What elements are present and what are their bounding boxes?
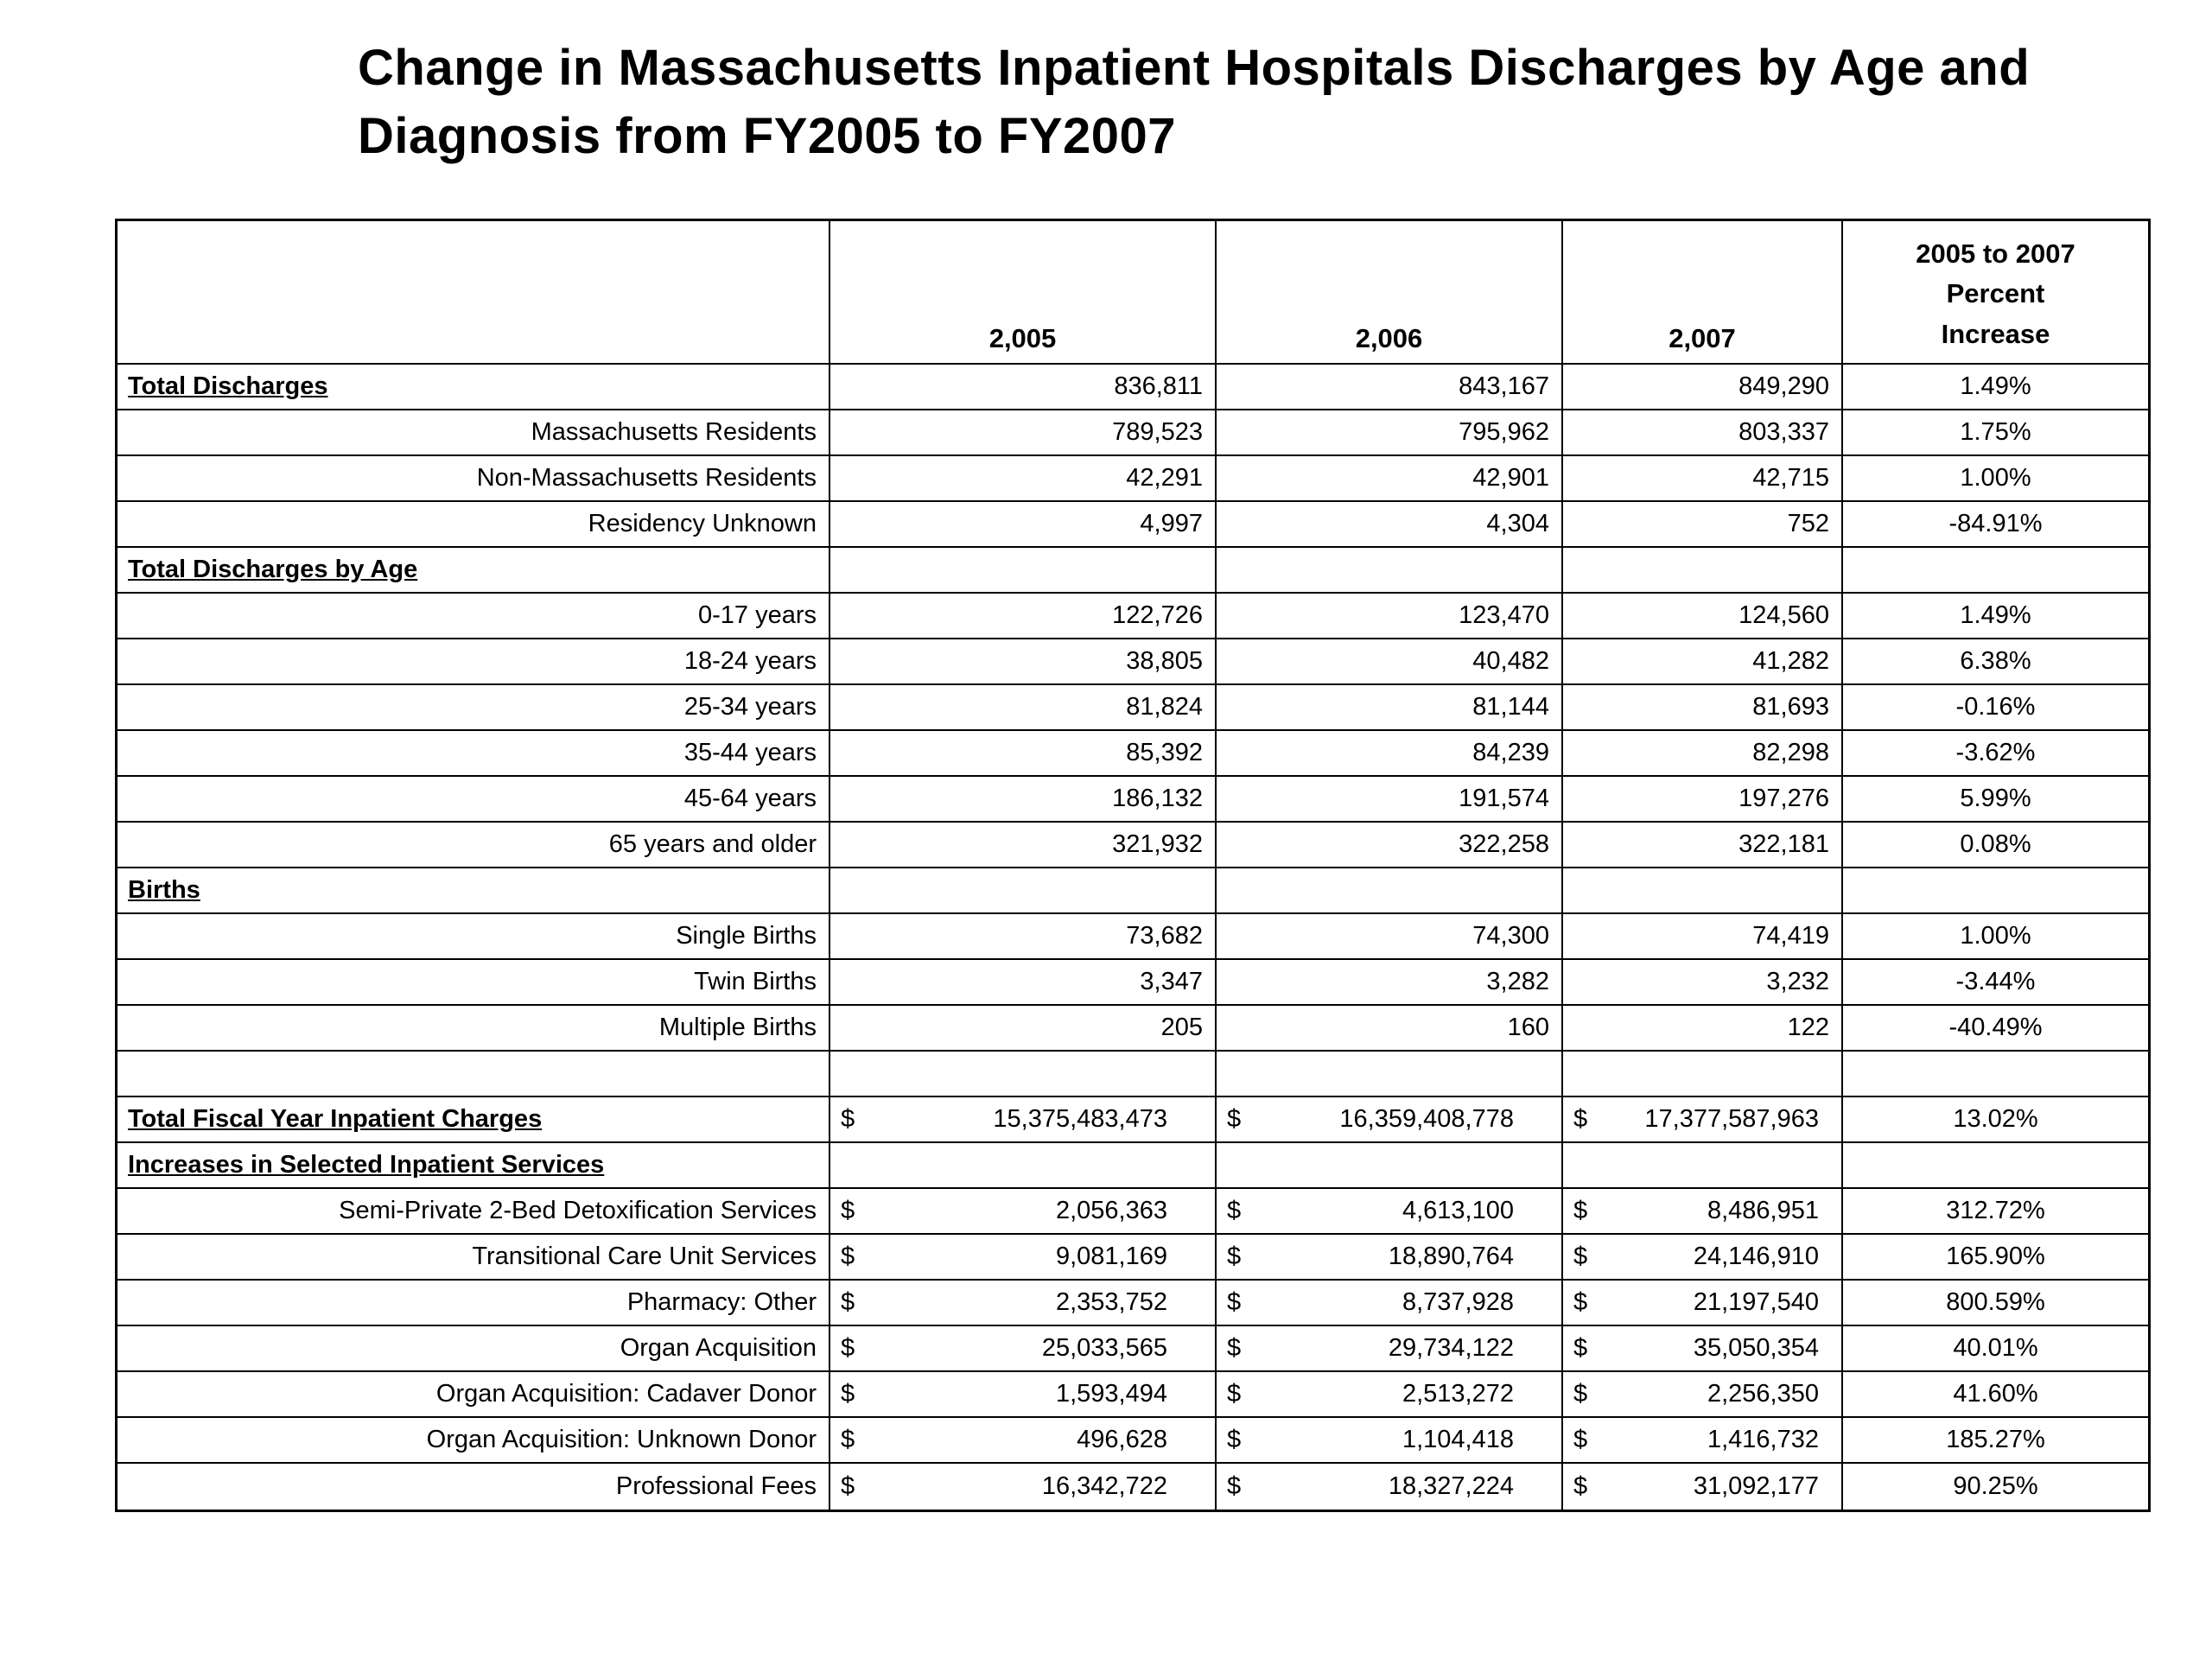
row-label: 45-64 years [683, 785, 817, 812]
row-label: Semi-Private 2-Bed Detoxification Services [339, 1197, 817, 1224]
row-label-cell [118, 1281, 830, 1326]
dollar-sign: $ [1573, 1197, 1588, 1224]
cell-percent: -40.49% [1843, 1006, 2148, 1052]
cell-value: 16,342,722 [1041, 1472, 1167, 1500]
cell-v2005 [830, 1281, 1217, 1326]
row-label-cell [118, 1189, 830, 1235]
cell-v2006 [1217, 548, 1563, 594]
row-label: Non-Massachusetts Residents [476, 464, 817, 492]
row-label-cell [118, 731, 830, 777]
cell-percent [1843, 868, 2148, 914]
cell-v2006: 40,482 [1217, 639, 1563, 685]
cell-v2005 [830, 1464, 1217, 1510]
table-row [118, 1235, 2148, 1281]
row-label-cell [118, 914, 830, 960]
cell-v2007 [1563, 1418, 1843, 1464]
cell-v2005 [830, 1052, 1217, 1097]
header-percent-line-2: Percent [1946, 278, 2045, 308]
row-label-cell [118, 777, 830, 823]
cell-v2006 [1217, 868, 1563, 914]
cell-value: 8,737,928 [1402, 1288, 1514, 1316]
dollar-sign: $ [1227, 1243, 1242, 1270]
row-label-cell [118, 410, 830, 456]
row-label: Single Births [676, 922, 817, 950]
cell-value: 2,056,363 [1055, 1197, 1167, 1224]
dollar-sign: $ [1227, 1380, 1242, 1408]
table-row [118, 960, 2148, 1006]
cell-v2007: 124,560 [1563, 594, 1843, 639]
cell-v2006 [1217, 1235, 1563, 1281]
cell-v2005 [830, 1097, 1217, 1143]
row-label: Organ Acquisition: Cadaver Donor [435, 1380, 817, 1408]
row-label-cell [118, 365, 830, 410]
row-label-cell [118, 868, 830, 914]
cell-percent: 40.01% [1843, 1326, 2148, 1372]
row-label-cell [118, 685, 830, 731]
cell-value: 17,377,587,963 [1644, 1105, 1819, 1133]
cell-percent: 13.02% [1843, 1097, 2148, 1143]
row-label-cell [118, 1326, 830, 1372]
table-row [118, 1326, 2148, 1372]
cell-v2005: 186,132 [830, 777, 1217, 823]
cell-v2006 [1217, 1097, 1563, 1143]
cell-v2005 [830, 548, 1217, 594]
cell-v2007 [1563, 868, 1843, 914]
cell-v2006 [1217, 1189, 1563, 1235]
cell-v2007 [1563, 1326, 1843, 1372]
cell-v2005 [830, 1372, 1217, 1418]
row-label: Massachusetts Residents [531, 418, 817, 446]
table-row [118, 1281, 2148, 1326]
table-row [118, 1052, 2148, 1097]
cell-percent: 1.49% [1843, 365, 2148, 410]
row-label: Residency Unknown [588, 510, 817, 537]
cell-v2005 [830, 1235, 1217, 1281]
cell-value: 496,628 [1077, 1426, 1167, 1453]
cell-v2007 [1563, 1097, 1843, 1143]
table-row [118, 548, 2148, 594]
row-label-cell [118, 1143, 830, 1189]
row-label: Total Discharges by Age [128, 556, 418, 583]
cell-v2006 [1217, 1464, 1563, 1510]
cell-v2007: 81,693 [1563, 685, 1843, 731]
cell-v2006 [1217, 1372, 1563, 1418]
cell-v2007: 82,298 [1563, 731, 1843, 777]
cell-percent: 800.59% [1843, 1281, 2148, 1326]
table-row [118, 365, 2148, 410]
dollar-sign: $ [1573, 1426, 1588, 1453]
cell-value: 1,593,494 [1055, 1380, 1167, 1408]
dollar-sign: $ [1227, 1197, 1242, 1224]
table-row [118, 1372, 2148, 1418]
cell-v2005 [830, 1143, 1217, 1189]
cell-v2007: 74,419 [1563, 914, 1843, 960]
cell-v2006 [1217, 1143, 1563, 1189]
cell-v2007: 322,181 [1563, 823, 1843, 868]
cell-v2006: 160 [1217, 1006, 1563, 1052]
cell-percent: -3.44% [1843, 960, 2148, 1006]
cell-value: 24,146,910 [1693, 1243, 1819, 1270]
row-label: Multiple Births [658, 1014, 817, 1041]
dollar-sign: $ [1227, 1105, 1242, 1133]
cell-v2007: 122 [1563, 1006, 1843, 1052]
cell-percent: -3.62% [1843, 731, 2148, 777]
table-row [118, 868, 2148, 914]
cell-percent: 1.75% [1843, 410, 2148, 456]
cell-percent: 41.60% [1843, 1372, 2148, 1418]
cell-v2007: 3,232 [1563, 960, 1843, 1006]
cell-v2007: 41,282 [1563, 639, 1843, 685]
cell-v2006: 3,282 [1217, 960, 1563, 1006]
cell-v2006 [1217, 1326, 1563, 1372]
cell-v2005: 3,347 [830, 960, 1217, 1006]
cell-v2007 [1563, 1235, 1843, 1281]
cell-v2005: 4,997 [830, 502, 1217, 548]
row-label-cell [118, 594, 830, 639]
cell-value: 1,104,418 [1402, 1426, 1514, 1453]
table-body [118, 365, 2148, 1510]
dollar-sign: $ [841, 1426, 855, 1453]
row-label-cell [118, 456, 830, 502]
cell-value: 2,353,752 [1055, 1288, 1167, 1316]
table-row [118, 502, 2148, 548]
cell-v2006: 191,574 [1217, 777, 1563, 823]
row-label: 0-17 years [697, 601, 817, 629]
row-label: 25-34 years [683, 693, 817, 721]
header-year-2005: 2,005 [830, 221, 1217, 365]
cell-value: 16,359,408,778 [1339, 1105, 1514, 1133]
cell-v2007: 752 [1563, 502, 1843, 548]
cell-percent [1843, 1052, 2148, 1097]
cell-v2005: 73,682 [830, 914, 1217, 960]
table-row [118, 1143, 2148, 1189]
cell-v2005: 789,523 [830, 410, 1217, 456]
dollar-sign: $ [841, 1197, 855, 1224]
cell-v2006: 81,144 [1217, 685, 1563, 731]
cell-v2007 [1563, 548, 1843, 594]
cell-v2005: 85,392 [830, 731, 1217, 777]
dollar-sign: $ [1573, 1472, 1588, 1500]
row-label-cell [118, 1372, 830, 1418]
row-label-cell [118, 548, 830, 594]
cell-v2006: 74,300 [1217, 914, 1563, 960]
row-label: Pharmacy: Other [626, 1288, 817, 1316]
dollar-sign: $ [841, 1288, 855, 1316]
row-label: Births [128, 876, 200, 904]
row-label-cell [118, 823, 830, 868]
table-row [118, 410, 2148, 456]
row-label: Twin Births [694, 968, 817, 995]
cell-percent: 312.72% [1843, 1189, 2148, 1235]
cell-v2006 [1217, 1418, 1563, 1464]
cell-v2005: 81,824 [830, 685, 1217, 731]
cell-value: 1,416,732 [1707, 1426, 1819, 1453]
row-label: Increases in Selected Inpatient Services [128, 1151, 605, 1179]
cell-v2006: 42,901 [1217, 456, 1563, 502]
table-row [118, 777, 2148, 823]
page-title-line-2: Diagnosis from FY2005 to FY2007 [358, 107, 1177, 164]
row-label-cell [118, 1052, 830, 1097]
cell-value: 29,734,122 [1388, 1334, 1514, 1362]
table-row [118, 1464, 2148, 1510]
cell-v2007: 849,290 [1563, 365, 1843, 410]
cell-percent: 185.27% [1843, 1418, 2148, 1464]
row-label-cell [118, 1097, 830, 1143]
cell-v2007 [1563, 1143, 1843, 1189]
table-row [118, 1418, 2148, 1464]
cell-percent: -84.91% [1843, 502, 2148, 548]
dollar-sign: $ [841, 1243, 855, 1270]
row-label: Total Fiscal Year Inpatient Charges [128, 1105, 543, 1133]
table-row [118, 456, 2148, 502]
cell-value: 15,375,483,473 [993, 1105, 1167, 1133]
cell-percent: 1.49% [1843, 594, 2148, 639]
cell-value: 4,613,100 [1402, 1197, 1514, 1224]
cell-v2006: 123,470 [1217, 594, 1563, 639]
row-label-cell [118, 502, 830, 548]
dollar-sign: $ [841, 1105, 855, 1133]
cell-value: 9,081,169 [1055, 1243, 1167, 1270]
cell-v2005: 38,805 [830, 639, 1217, 685]
dollar-sign: $ [1573, 1334, 1588, 1362]
cell-v2005 [830, 868, 1217, 914]
cell-v2006: 843,167 [1217, 365, 1563, 410]
row-label-cell [118, 639, 830, 685]
dollar-sign: $ [1573, 1380, 1588, 1408]
table-row [118, 1006, 2148, 1052]
cell-v2005 [830, 1326, 1217, 1372]
header-label-cell [118, 221, 830, 365]
row-label-cell [118, 1235, 830, 1281]
row-label-cell [118, 960, 830, 1006]
cell-percent: 0.08% [1843, 823, 2148, 868]
header-year-2007: 2,007 [1563, 221, 1843, 365]
cell-v2007 [1563, 1372, 1843, 1418]
table-row [118, 594, 2148, 639]
row-label-cell [118, 1006, 830, 1052]
table-row [118, 1189, 2148, 1235]
cell-value: 8,486,951 [1707, 1197, 1819, 1224]
header-percent-line-1: 2005 to 2007 [1916, 238, 2075, 269]
cell-v2006 [1217, 1052, 1563, 1097]
table-header-row [118, 221, 2148, 365]
cell-v2007 [1563, 1052, 1843, 1097]
row-label: Organ Acquisition [620, 1334, 817, 1362]
dollar-sign: $ [1573, 1288, 1588, 1316]
dollar-sign: $ [1227, 1334, 1242, 1362]
cell-value: 21,197,540 [1693, 1288, 1819, 1316]
cell-v2006: 4,304 [1217, 502, 1563, 548]
cell-v2007: 42,715 [1563, 456, 1843, 502]
header-percent-increase [1843, 221, 2148, 365]
cell-v2005: 122,726 [830, 594, 1217, 639]
cell-v2006: 322,258 [1217, 823, 1563, 868]
page-title-line-1: Change in Massachusetts Inpatient Hospitals Discharges by Age and [358, 40, 2031, 96]
cell-v2006: 84,239 [1217, 731, 1563, 777]
cell-percent: 165.90% [1843, 1235, 2148, 1281]
cell-v2006 [1217, 1281, 1563, 1326]
cell-percent: 1.00% [1843, 456, 2148, 502]
row-label-cell [118, 1464, 830, 1510]
dollar-sign: $ [1227, 1472, 1242, 1500]
row-label: 35-44 years [683, 739, 817, 766]
cell-v2007 [1563, 1189, 1843, 1235]
cell-v2007 [1563, 1464, 1843, 1510]
cell-value: 18,890,764 [1388, 1243, 1514, 1270]
dollar-sign: $ [1573, 1105, 1588, 1133]
row-label: Organ Acquisition: Unknown Donor [426, 1426, 817, 1453]
cell-v2005: 42,291 [830, 456, 1217, 502]
cell-v2006: 795,962 [1217, 410, 1563, 456]
row-label: Transitional Care Unit Services [472, 1243, 817, 1270]
table-row [118, 823, 2148, 868]
cell-v2007 [1563, 1281, 1843, 1326]
header-year-2006: 2,006 [1217, 221, 1563, 365]
cell-v2007: 197,276 [1563, 777, 1843, 823]
cell-v2005: 321,932 [830, 823, 1217, 868]
dollar-sign: $ [841, 1380, 855, 1408]
table-row [118, 731, 2148, 777]
cell-v2005 [830, 1418, 1217, 1464]
cell-value: 2,256,350 [1707, 1380, 1819, 1408]
table-row [118, 685, 2148, 731]
cell-v2005: 205 [830, 1006, 1217, 1052]
row-label: 18-24 years [683, 647, 817, 675]
data-table [115, 219, 2151, 1512]
cell-percent: 6.38% [1843, 639, 2148, 685]
cell-value: 2,513,272 [1402, 1380, 1514, 1408]
table-row [118, 914, 2148, 960]
cell-value: 31,092,177 [1693, 1472, 1819, 1500]
cell-percent: 1.00% [1843, 914, 2148, 960]
header-percent-line-3: Increase [1941, 318, 2050, 349]
cell-value: 25,033,565 [1041, 1334, 1167, 1362]
cell-v2007: 803,337 [1563, 410, 1843, 456]
table-row [118, 1097, 2148, 1143]
dollar-sign: $ [1573, 1243, 1588, 1270]
cell-percent: 90.25% [1953, 1472, 2038, 1500]
cell-percent [1843, 1143, 2148, 1189]
dollar-sign: $ [841, 1472, 855, 1500]
cell-percent: -0.16% [1843, 685, 2148, 731]
row-label: 65 years and older [608, 830, 817, 858]
dollar-sign: $ [1227, 1288, 1242, 1316]
cell-v2005: 836,811 [830, 365, 1217, 410]
cell-value: 18,327,224 [1388, 1472, 1514, 1500]
row-label: Total Discharges [128, 372, 328, 400]
cell-percent: 5.99% [1843, 777, 2148, 823]
dollar-sign: $ [841, 1334, 855, 1362]
cell-percent [1843, 548, 2148, 594]
table-row [118, 639, 2148, 685]
row-label-cell [118, 1418, 830, 1464]
row-label: Professional Fees [615, 1472, 817, 1500]
cell-value: 35,050,354 [1693, 1334, 1819, 1362]
page-title [358, 35, 2030, 171]
header-percent-text [1916, 234, 2075, 355]
dollar-sign: $ [1227, 1426, 1242, 1453]
cell-v2005 [830, 1189, 1217, 1235]
